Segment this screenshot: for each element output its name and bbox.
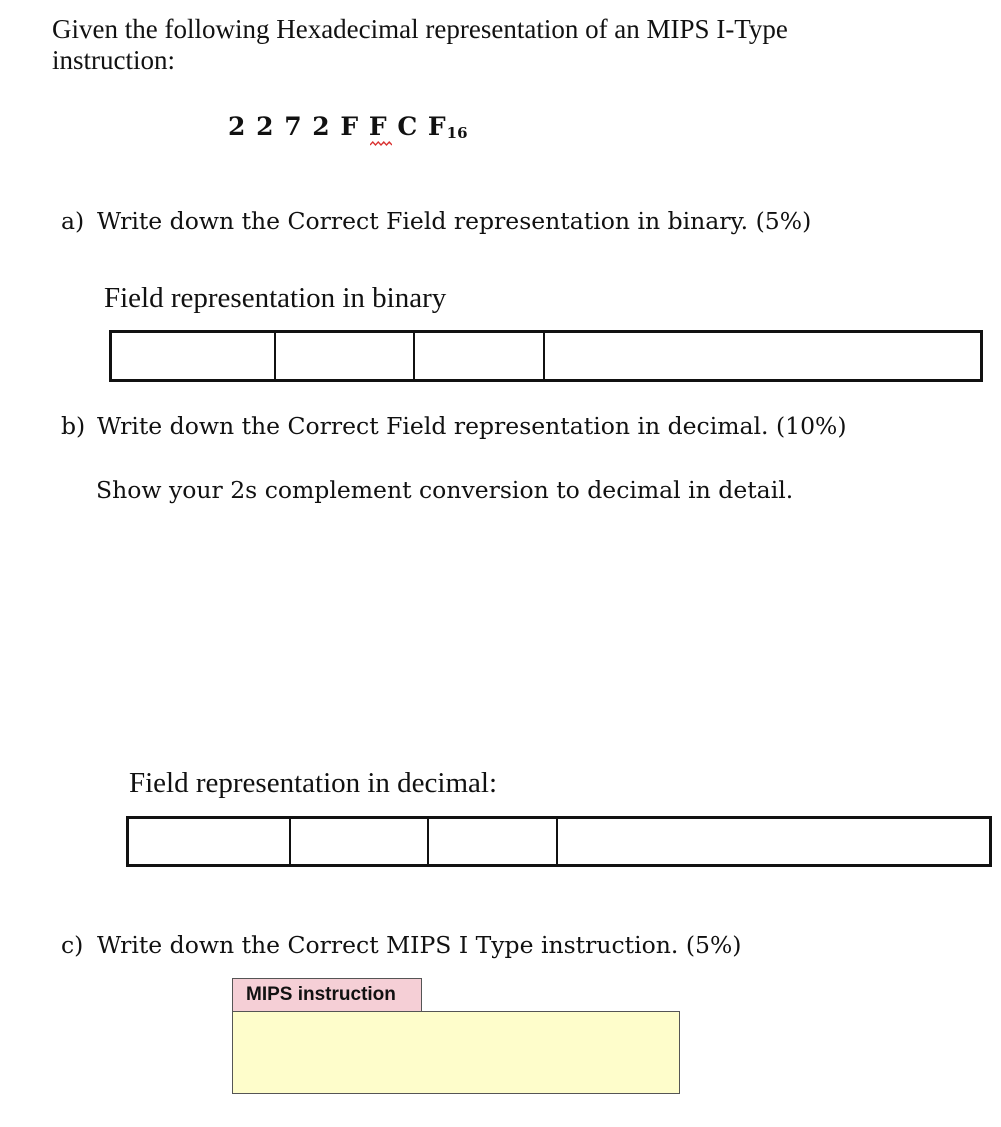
question-c-label: c) xyxy=(61,931,84,959)
binary-field-immediate[interactable] xyxy=(545,333,980,379)
decimal-field-rt[interactable] xyxy=(429,819,558,864)
binary-field-op[interactable] xyxy=(112,333,276,379)
hex-digits-suffix: C F xyxy=(387,112,447,141)
question-a-label: a) xyxy=(61,207,85,235)
decimal-field-op[interactable] xyxy=(129,819,291,864)
question-b-label: b) xyxy=(61,412,86,440)
question-c xyxy=(61,931,741,959)
question-b-text: Write down the Correct Field representation in decimal. (10%) xyxy=(97,412,847,440)
hex-base-subscript: 16 xyxy=(446,124,468,142)
hex-flagged-char: F xyxy=(368,112,388,141)
mips-instruction-answer-box[interactable] xyxy=(232,1011,680,1094)
question-a-text: Write down the Correct Field representation in binary. (5%) xyxy=(97,207,812,235)
question-a xyxy=(61,207,811,235)
intro-line-2: instruction: xyxy=(52,45,175,75)
spellcheck-squiggle-icon xyxy=(370,141,392,148)
hex-digits-prefix: 2 2 7 2 F xyxy=(228,112,369,141)
intro-text xyxy=(52,14,952,76)
hex-value xyxy=(228,112,468,142)
binary-field-rs[interactable] xyxy=(276,333,415,379)
decimal-field-immediate[interactable] xyxy=(558,819,989,864)
decimal-field-rs[interactable] xyxy=(291,819,429,864)
question-b xyxy=(61,412,847,440)
intro-line-1: Given the following Hexadecimal representation of an MIPS I-Type xyxy=(52,14,788,44)
binary-field-table xyxy=(109,330,983,382)
binary-field-label: Field representation in binary xyxy=(104,282,447,314)
decimal-field-table xyxy=(126,816,992,867)
question-c-text: Write down the Correct MIPS I Type instruction. (5%) xyxy=(97,931,742,959)
question-b-note: Show your 2s complement conversion to decimal in detail. xyxy=(96,476,794,504)
hex-flagged-digit xyxy=(369,112,388,141)
decimal-field-label: Field representation in decimal: xyxy=(129,767,498,799)
binary-field-rt[interactable] xyxy=(415,333,545,379)
mips-instruction-tab: MIPS instruction xyxy=(232,978,422,1012)
